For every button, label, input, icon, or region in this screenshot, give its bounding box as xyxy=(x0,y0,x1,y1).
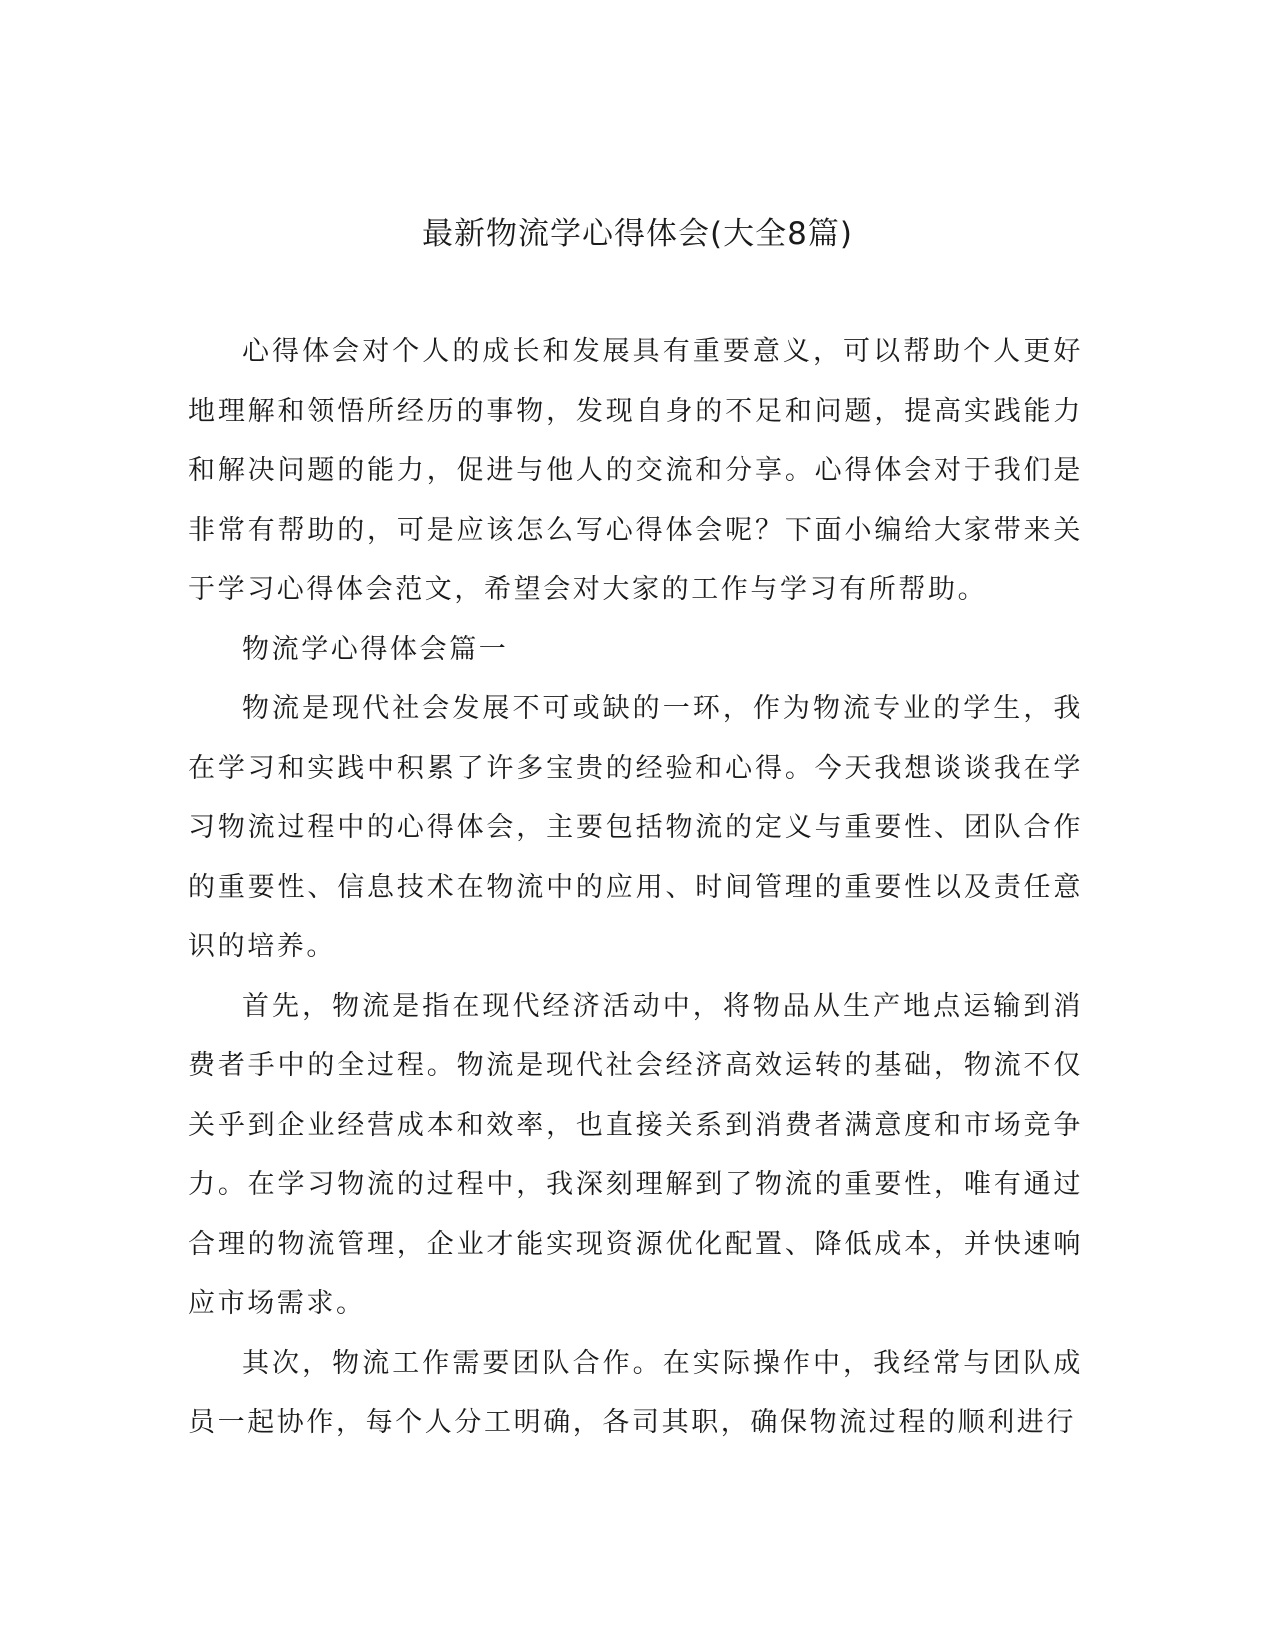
document-title: 最新物流学心得体会(大全8篇) xyxy=(422,216,853,252)
section-heading: 物流学心得体会篇一 xyxy=(242,633,509,665)
body-paragraph: 其次，物流工作需要团队合作。在实际操作中，我经常与团队成员一起协作，每个人分工明确，各司其职，确保物流过程的顺利进行 xyxy=(188,1347,1083,1438)
body-paragraph: 首先，物流是指在现代经济活动中，将物品从生产地点运输到消费者手中的全过程。物流是现代社会经济高效运转的基础，物流不仅关乎到企业经营成本和效率，也直接关系到消费者满意度和市场竞争力。在学习物流的过程中，我深刻理解到了物流的重要性，唯有通过合理的物流管理，企业才能实现资源优化配置、降低成本，并快速响应市场需求。 xyxy=(188,990,1083,1319)
document-body xyxy=(188,322,1083,1453)
intro-paragraph: 心得体会对个人的成长和发展具有重要意义，可以帮助个人更好地理解和领悟所经历的事物，发现自身的不足和问题，提高实践能力和解决问题的能力，促进与他人的交流和分享。心得体会对于我们是非常有帮助的，可是应该怎么写心得体会呢？下面小编给大家带来关于学习心得体会范文，希望会对大家的工作与学习有所帮助。 xyxy=(188,336,1083,605)
body-paragraph: 物流是现代社会发展不可或缺的一环，作为物流专业的学生，我在学习和实践中积累了许多宝贵的经验和心得。今天我想谈谈我在学习物流过程中的心得体会，主要包括物流的定义与重要性、团队合作的重要性、信息技术在物流中的应用、时间管理的重要性以及责任意识的培养。 xyxy=(188,693,1083,962)
